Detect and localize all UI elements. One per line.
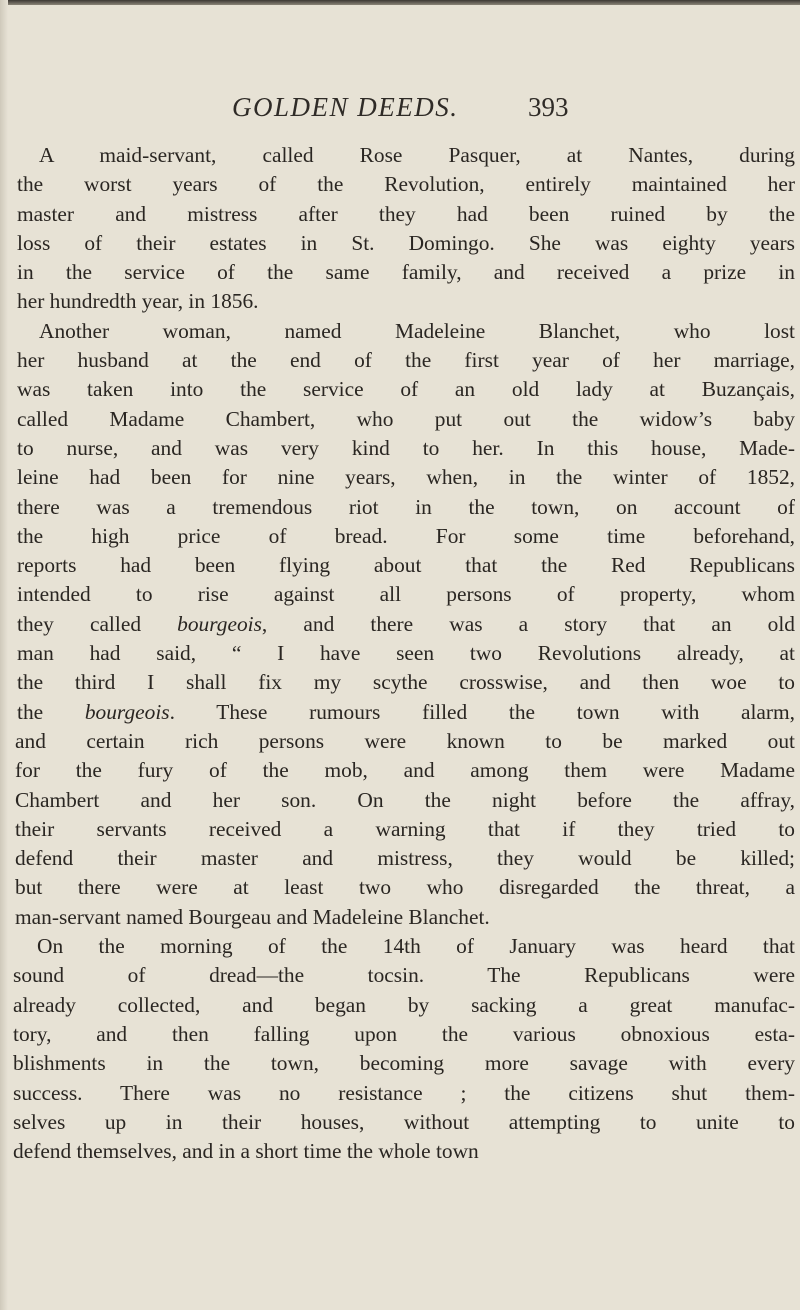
running-title: GOLDEN DEEDS. [232,92,459,122]
text-line: reports had been flying about that the Red Republicans [17,553,795,578]
text-line: tory, and then falling upon the various obnoxious esta- [13,1021,795,1046]
text-line: and certain rich persons were known to be marked out [15,728,795,753]
text-line: her husband at the end of the first year of her marriage, [17,348,795,373]
page-number: 393 [528,92,569,122]
text-line: her hundredth year, in 1856. [17,289,259,314]
italic-word: bourgeois [84,699,170,724]
text-line: A maid-servant, called Rose Pasquer, at Nantes, during [39,143,795,167]
text-line: master and mistress after they had been ruined by the [17,201,795,226]
text-line: success. There was no resistance ; the citizens shut them- [13,1080,795,1105]
text-line: already collected, and began by sacking a great manufac- [13,992,795,1017]
page-top-edge [0,0,800,5]
text-line: man-servant named Bourgeau and Madeleine Blanchet. [15,904,490,929]
page-header [0,92,800,132]
text-line: the high price of bread. For some time beforehand, [17,523,795,548]
text-line: but there were at least two who disregarded the threat, a [15,875,795,900]
text-line: loss of their estates in St. Domingo. She was eighty years [17,230,795,255]
page-left-gutter [0,0,8,1310]
text-line: was taken into the service of an old lady at Buzançais, [17,377,795,402]
text-line: blishments in the town, becoming more savage with every [13,1051,795,1076]
text-line: for the fury of the mob, and among them were Madame [15,758,795,783]
text-line: Chambert and her son. On the night before the affray, [15,787,795,812]
body-text [13,141,795,1166]
text-line: intended to rise against all persons of property, whom [17,582,795,607]
text-line: called Madame Chambert, who put out the widow’s baby [17,406,795,431]
text-line: to nurse, and was very kind to her. In this house, Made- [17,435,795,460]
text-line: they called bourgeois, and there was a story that an old [17,611,795,636]
text-line: On the morning of the 14th of January was heard that [37,934,795,959]
text-line: the third I shall fix my scythe crosswise, and then woe to [17,670,795,695]
text-line: man had said, “ I have seen two Revolutions already, at [17,641,795,666]
text-line: their servants received a warning that if they tried to [15,816,795,841]
text-line: there was a tremendous riot in the town, on account of [17,494,795,519]
text-line: leine had been for nine years, when, in the winter of 1852, [17,465,795,490]
text-line: selves up in their houses, without attempting to unite to [13,1109,795,1134]
text-line: Another woman, named Madeleine Blanchet, who lost [39,318,795,343]
italic-word: bourgeois [177,611,262,636]
text-line: sound of dread—the tocsin. The Republicans were [13,963,795,988]
text-line: defend themselves, and in a short time the whole town [13,1139,479,1164]
text-line: the bourgeois. These rumours filled the town with alarm, [17,699,795,724]
text-line: defend their master and mistress, they would be killed; [15,846,795,871]
text-line: in the service of the same family, and received a prize in [17,260,795,285]
text-line: the worst years of the Revolution, entirely maintained her [17,172,795,197]
